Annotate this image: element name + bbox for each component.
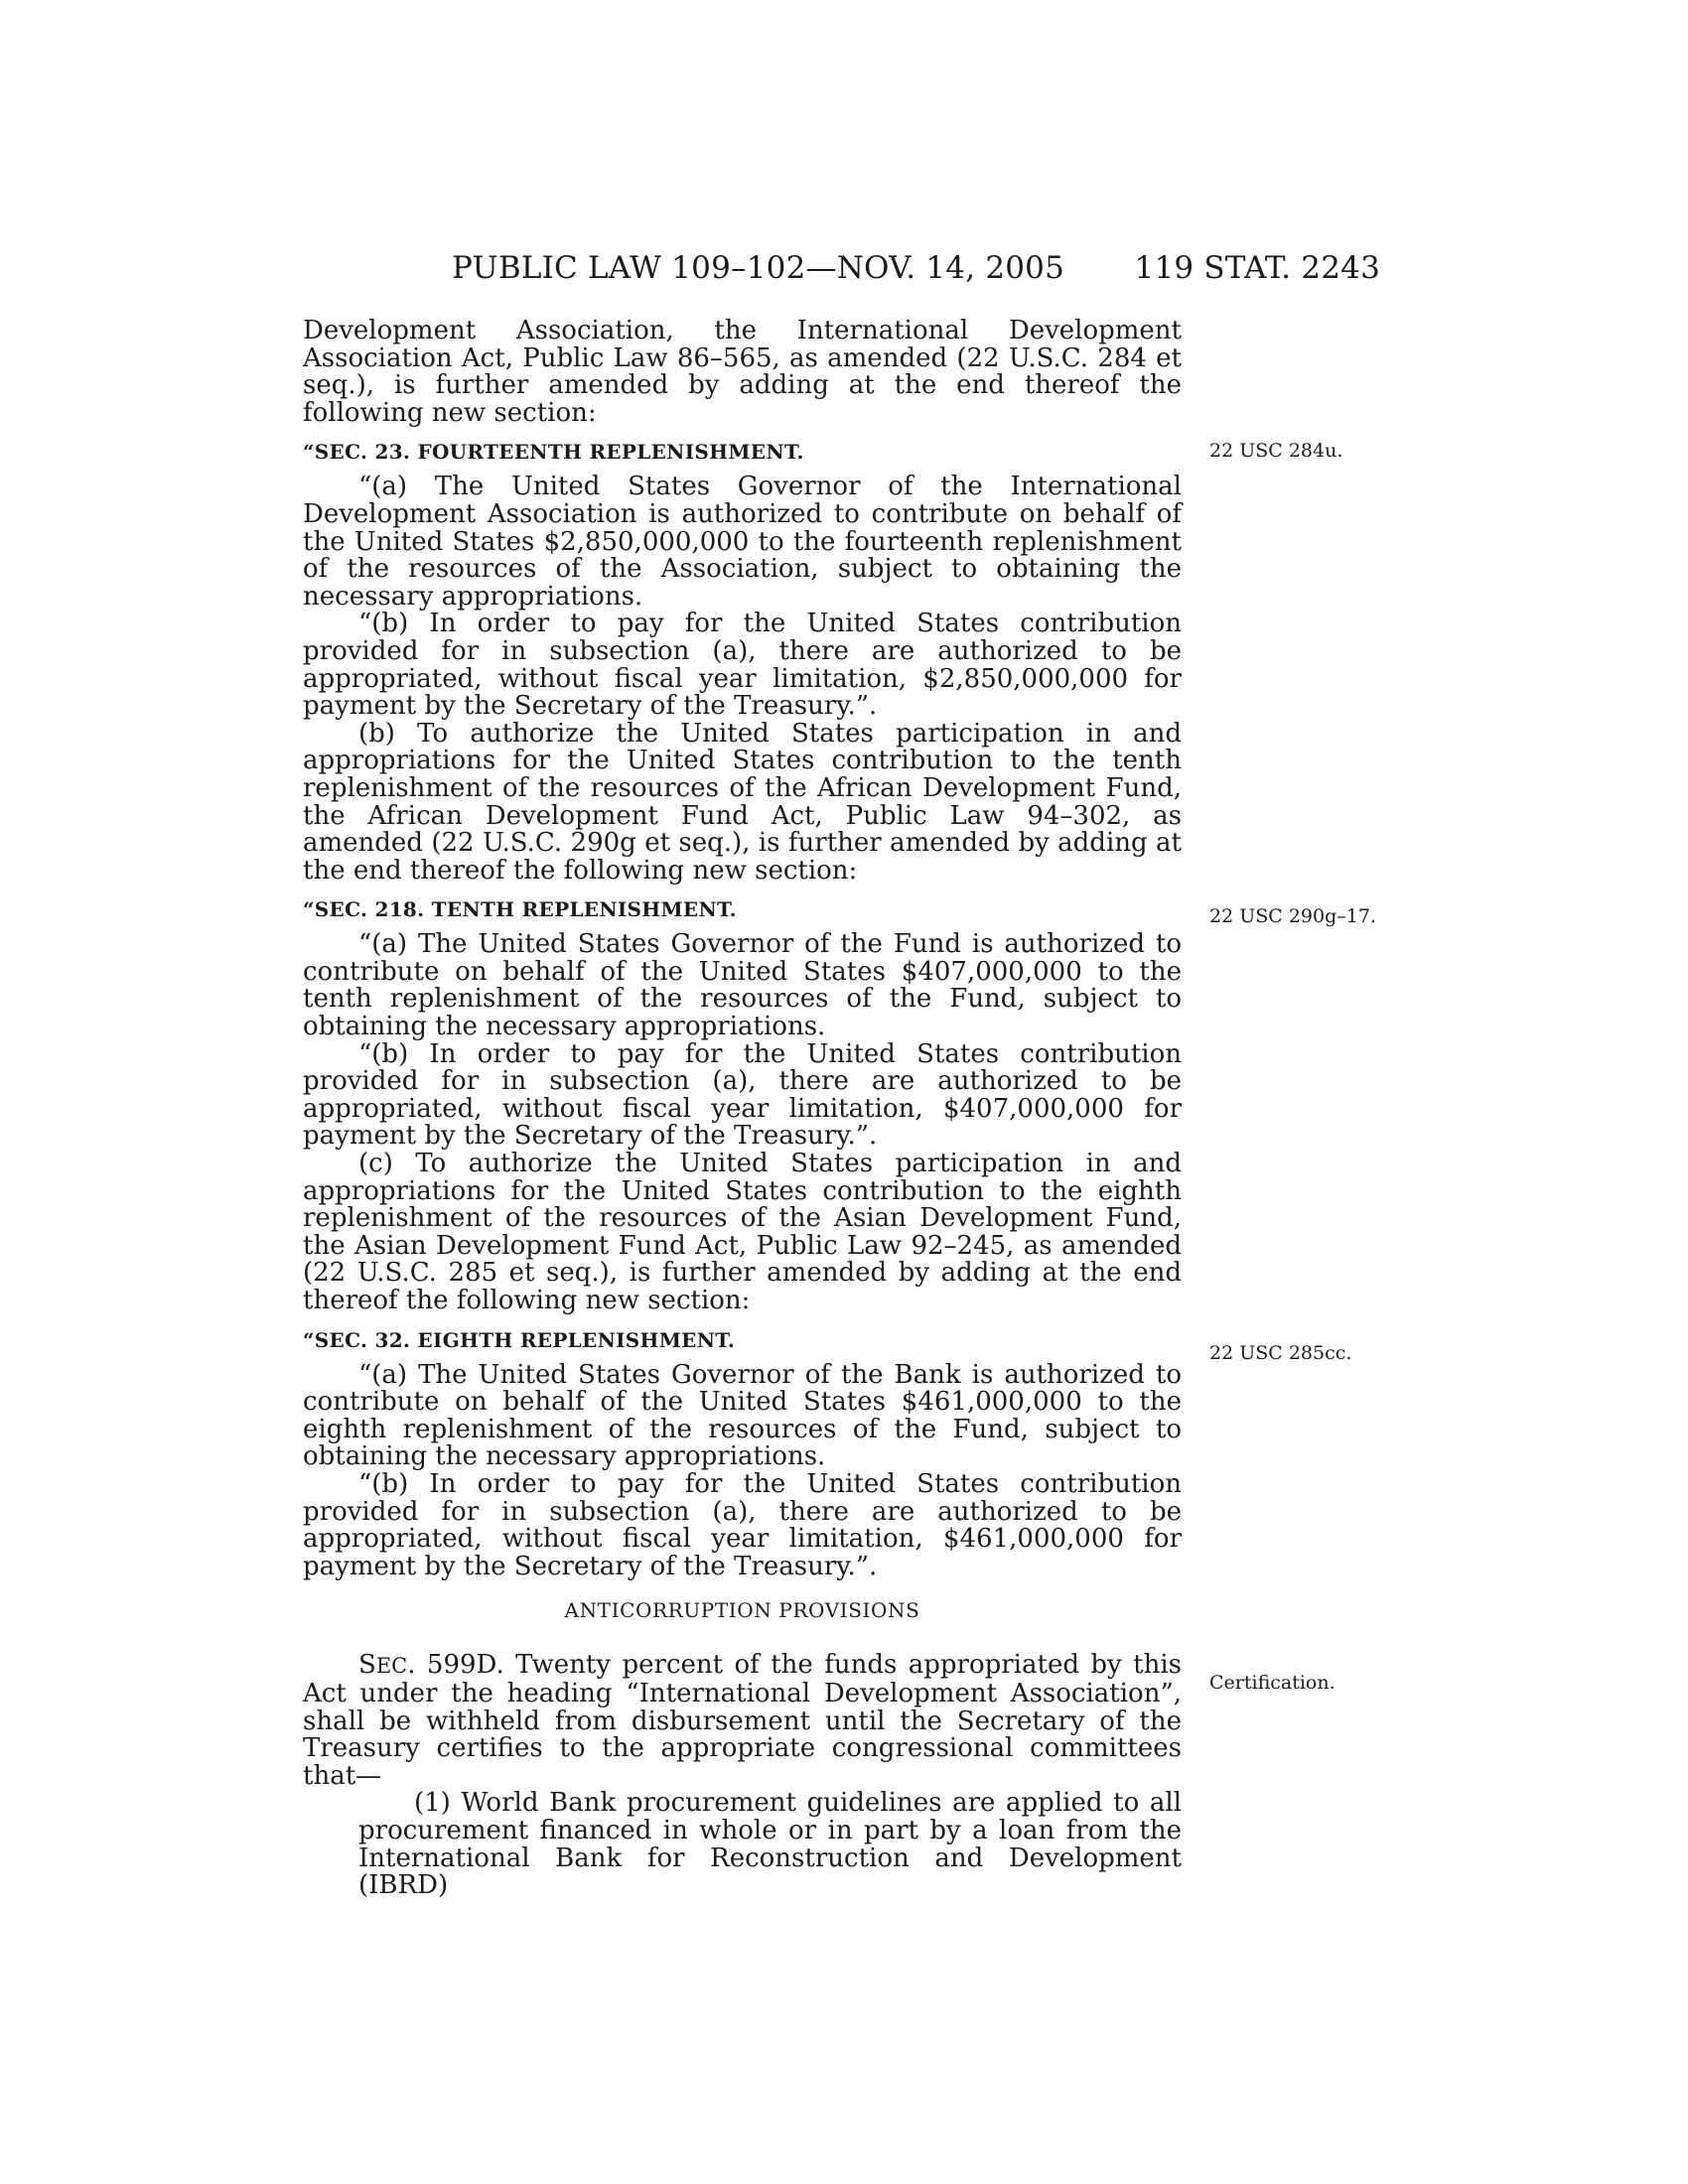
- section-599d-text: . 599D. Twenty percent of the funds appropriated by this Act under the heading “International Development Association”, shall be withheld from disbursement until the Secretary of the Treasury certifies to the appropriate congressional committees that—: [303, 1650, 1182, 1791]
- section-23-heading: “SEC. 23. FOURTEENTH REPLENISHMENT.: [303, 440, 804, 465]
- page-header: [452, 250, 1380, 290]
- section-32-heading: “SEC. 32. EIGHTH REPLENISHMENT.: [303, 1327, 736, 1352]
- running-head: PUBLIC LAW 109–102—NOV. 14, 2005: [452, 250, 1065, 286]
- section-218-heading: “SEC. 218. TENTH REPLENISHMENT.: [303, 897, 737, 922]
- section-23-subsection-b: “(b) In order to pay for the United States contribution provided for in subsection (a), there are authorized to be appropriated, without fiscal year limitation, $2,850,000,000 for payment by the Secretary of the Treasury.”.: [303, 609, 1182, 722]
- intro-paragraph: Development Association, the International Development Association Act, Public Law 86–565, as amended (22 U.S.C. 284 et seq.), is further amended by adding at the end thereof the following new section:: [303, 316, 1182, 428]
- margin-note-22-usc-284u: 22 USC 284u.: [1209, 440, 1343, 462]
- section-32-subsection-b: “(b) In order to pay for the United States contribution provided for in subsection (a), there are authorized to be appropriated, without fiscal year limitation, $461,000,000 for payment by the Secretary of the Treasury.”.: [303, 1468, 1182, 1581]
- margin-note-certification: Certification.: [1209, 1672, 1336, 1694]
- anticorruption-heading: ANTICORRUPTION PROVISIONS: [564, 1598, 920, 1623]
- item-1-paragraph: (1) World Bank procurement guidelines are applied to all procurement financed in whole or in part by a loan from the International Bank for Reconstruction and Development (IBRD): [358, 1788, 1182, 1901]
- margin-note-22-usc-290g-17: 22 USC 290g–17.: [1209, 905, 1376, 927]
- statute-citation: 119 STAT. 2243: [1134, 250, 1380, 286]
- section-218-subsection-b: “(b) In order to pay for the United States contribution provided for in subsection (a), there are authorized to be appropriated, without fiscal year limitation, $407,000,000 for payment by the Secretary of the Treasury.”.: [303, 1038, 1182, 1152]
- paragraph-b: (b) To authorize the United States participation in and appropriations for the United States contribution to the tenth replenishment of the resources of the African Development Fund, the African Development Fund Act, Public Law 94–302, as amended (22 U.S.C. 290g et seq.), is further amended by adding at the end thereof the following new section:: [303, 718, 1182, 886]
- section-32-subsection-a: “(a) The United States Governor of the Bank is authorized to contribute on behalf of the United States $461,000,000 to the eighth replenishment of the resources of the Fund, subject to obtaining the necessary appropriations.: [303, 1359, 1182, 1472]
- body-text: [303, 318, 1182, 1900]
- section-label-small-caps: EC: [375, 1654, 408, 1679]
- section-label-initial: S: [358, 1650, 376, 1681]
- section-23-subsection-a: “(a) The United States Governor of the International Development Association is authorized to contribute on behalf of the United States $2,850,000,000 to the fourteenth replenishment of the resources of the Association, subject to obtaining the necessary appropriations.: [303, 472, 1182, 612]
- section-218-subsection-a: “(a) The United States Governor of the Fund is authorized to contribute on behalf of the United States $407,000,000 to the tenth replenishment of the resources of the Fund, subject to obtaining the necessary appropriations.: [303, 929, 1182, 1042]
- paragraph-c: (c) To authorize the United States participation in and appropriations for the United States contribution to the eighth replenishment of the resources of the Asian Development Fund, the Asian Development Fund Act, Public Law 92–245, as amended (22 U.S.C. 285 et seq.), is further amended by adding at the end thereof the following new section:: [303, 1149, 1182, 1315]
- section-599d-paragraph: [303, 1652, 1182, 1790]
- margin-note-22-usc-285cc: 22 USC 285cc.: [1209, 1342, 1352, 1364]
